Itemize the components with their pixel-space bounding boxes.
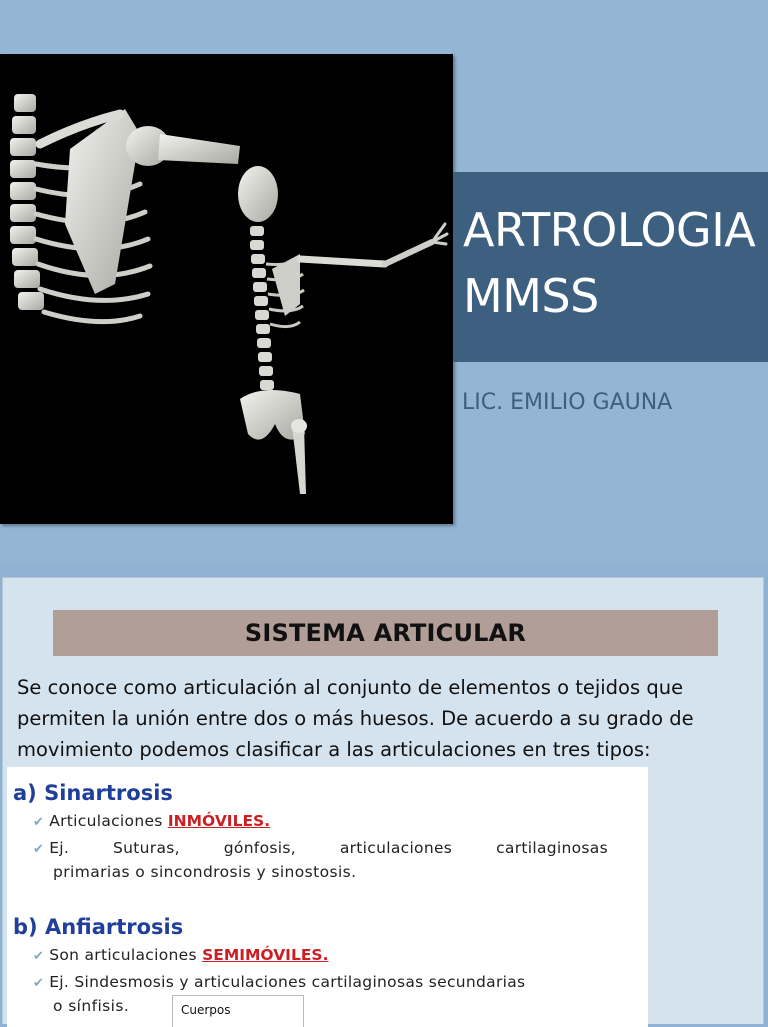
item-word: cartilaginosas bbox=[496, 839, 608, 857]
label-box-text: Cuerpos bbox=[181, 1003, 231, 1017]
item-text: Articulaciones bbox=[49, 812, 168, 830]
checkmark-icon: ✔ bbox=[33, 976, 45, 991]
section-title-anfiartrosis: b) Anfiartrosis bbox=[13, 915, 184, 939]
checkmark-icon: ✔ bbox=[33, 815, 45, 830]
presentation-title-line2: MMSS bbox=[463, 269, 599, 323]
item-word: Ej. bbox=[49, 839, 70, 857]
item-word: articulaciones bbox=[339, 839, 453, 857]
intro-line: movimiento podemos clasificar a las articulaciones en tres tipos: bbox=[17, 738, 651, 761]
item-text: Son articulaciones bbox=[49, 946, 203, 964]
item-continuation: o sínfisis. bbox=[53, 997, 130, 1015]
classification-image bbox=[7, 767, 648, 1027]
highlight-text: INMÓVILES. bbox=[167, 812, 271, 830]
intro-paragraph bbox=[17, 672, 747, 765]
checkmark-icon: ✔ bbox=[33, 842, 45, 857]
intro-line: Se conoce como articulación al conjunto de elementos o tejidos que bbox=[17, 676, 684, 699]
highlight-text: SEMIMÓVILES. bbox=[202, 946, 329, 964]
checkmark-icon: ✔ bbox=[33, 949, 45, 964]
intro-line: permiten la unión entre dos o más huesos. De acuerdo a su grado de bbox=[17, 707, 694, 730]
presentation-title-line1: ARTROLOGIA bbox=[463, 203, 756, 257]
author-name: LIC. EMILIO GAUNA bbox=[462, 390, 673, 415]
item-word: Suturas, bbox=[113, 839, 180, 857]
skeleton-image bbox=[0, 54, 453, 524]
title-box bbox=[453, 172, 768, 362]
list-item bbox=[33, 973, 525, 991]
content-slide bbox=[2, 577, 764, 1024]
list-item bbox=[33, 839, 608, 857]
slide-heading: SISTEMA ARTICULAR bbox=[244, 619, 527, 647]
heading-bar bbox=[53, 610, 718, 656]
skeleton-illustration bbox=[0, 54, 453, 524]
item-continuation: primarias o sincondrosis y sinostosis. bbox=[53, 863, 357, 881]
section-title-sinartrosis: a) Sinartrosis bbox=[13, 781, 173, 805]
list-item bbox=[33, 812, 270, 830]
label-box bbox=[172, 995, 304, 1027]
item-text: Ej. Sindesmosis y articulaciones cartilaginosas secundarias bbox=[49, 973, 526, 991]
list-item bbox=[33, 946, 328, 964]
item-word: gónfosis, bbox=[223, 839, 296, 857]
slide-separator bbox=[0, 565, 768, 577]
